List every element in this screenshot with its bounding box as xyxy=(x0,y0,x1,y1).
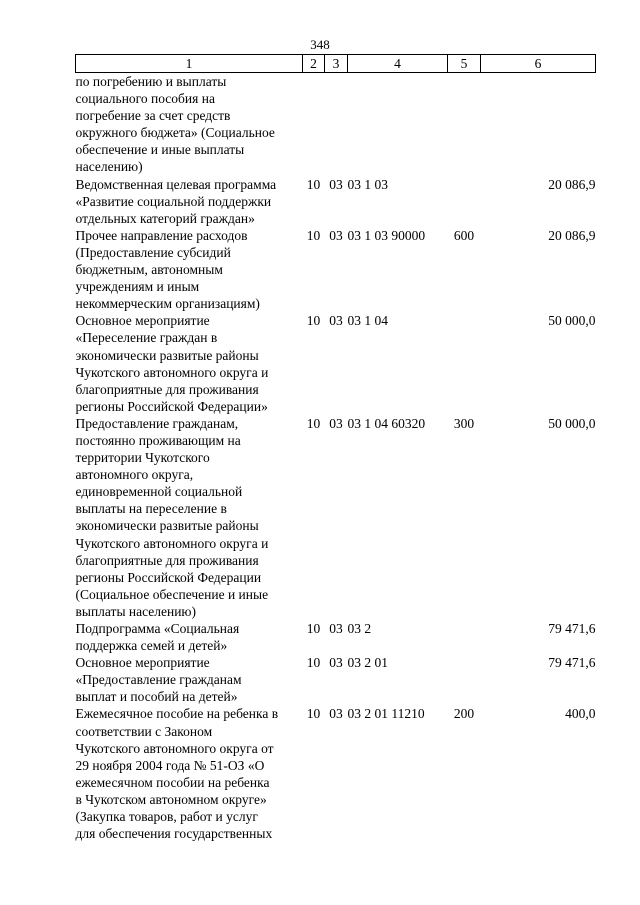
description-line: (Социальное обеспечение и иные xyxy=(75,586,269,602)
table-row xyxy=(76,705,596,842)
subsection-code: 03 xyxy=(329,415,343,431)
description-line: окружного бюджета» (Социальное xyxy=(75,125,275,141)
description-line: Основное мероприятие xyxy=(75,655,210,671)
description-line: бюджетным, автономным xyxy=(75,262,223,278)
description-line: соответствии с Законом xyxy=(75,723,213,739)
description-line: Предоставление гражданам, xyxy=(75,415,239,431)
description-line: выплаты населению) xyxy=(75,603,197,619)
target-item-code: 03 1 03 xyxy=(347,176,388,192)
target-item-code: 03 1 04 60320 xyxy=(347,415,426,431)
description-line: некоммерческим организациям) xyxy=(75,296,260,312)
description-line: Ежемесячное пособие на ребенка в xyxy=(75,706,279,722)
description-line: Основное мероприятие xyxy=(75,313,210,329)
section-code: 10 xyxy=(306,176,321,192)
expense-type-code xyxy=(448,176,481,227)
column-header-5: 5 xyxy=(448,55,481,73)
row-description xyxy=(76,620,303,654)
expense-type-code: 200 xyxy=(453,706,475,722)
expense-type-code: 300 xyxy=(453,415,475,431)
amount-value: 50 000,0 xyxy=(548,415,596,431)
description-line: автономного округа, xyxy=(75,467,194,483)
description-line: благоприятные для проживания xyxy=(75,381,259,397)
table-row xyxy=(76,312,596,415)
column-header-2: 2 xyxy=(303,55,325,73)
amount-value: 20 086,9 xyxy=(548,227,596,243)
description-line: выплат и пособий на детей» xyxy=(75,689,238,705)
description-line: по погребению и выплаты xyxy=(75,74,227,89)
description-line: Чукотского автономного округа и xyxy=(75,364,269,380)
target-item-code: 03 2 01 xyxy=(347,655,388,671)
section-code: 10 xyxy=(306,655,321,671)
amount-value: 79 471,6 xyxy=(548,621,596,636)
amount-value: 50 000,0 xyxy=(548,313,596,329)
row-description xyxy=(76,312,303,415)
amount-value: 400,0 xyxy=(565,706,596,722)
section-code: 10 xyxy=(306,706,321,722)
table-row xyxy=(76,73,596,176)
description-line: для обеспечения государственных xyxy=(75,826,273,842)
description-line: единовременной социальной xyxy=(75,484,243,500)
description-line: (Закупка товаров, работ и услуг xyxy=(75,809,258,825)
subsection-code: 03 xyxy=(329,313,343,329)
subsection-code: 03 xyxy=(329,227,343,243)
description-line: отдельных категорий граждан» xyxy=(75,210,255,226)
row-description xyxy=(76,705,303,842)
description-line: Чукотского автономного округа от xyxy=(75,740,274,756)
table-body xyxy=(76,73,596,843)
description-line: 29 ноября 2004 года № 51-ОЗ «О xyxy=(75,757,265,773)
description-line: «Развитие социальной поддержки xyxy=(75,193,272,209)
subsection-code: 03 xyxy=(329,706,343,722)
column-header-3: 3 xyxy=(325,55,348,73)
row-description xyxy=(76,654,303,705)
subsection-code xyxy=(325,73,348,176)
table-row xyxy=(76,415,596,620)
expense-type-code xyxy=(448,654,481,705)
description-line: «Переселение граждан в xyxy=(75,330,218,346)
description-line: территории Чукотского xyxy=(75,450,210,466)
target-item-code: 03 1 03 90000 xyxy=(347,227,426,243)
table-row xyxy=(76,176,596,227)
section-code: 10 xyxy=(306,415,321,431)
description-line: регионы Российской Федерации» xyxy=(75,398,268,414)
budget-table xyxy=(75,54,596,842)
description-line: погребение за счет средств xyxy=(75,108,231,124)
section-code: 10 xyxy=(306,313,321,329)
description-line: поддержка семей и детей» xyxy=(75,638,228,654)
description-line: населению) xyxy=(75,159,143,175)
description-line: Подпрограмма «Социальная xyxy=(75,621,240,636)
subsection-code: 03 xyxy=(329,176,343,192)
target-item-code: 03 1 04 xyxy=(347,313,388,329)
expense-type-code xyxy=(448,620,481,654)
amount-value: 20 086,9 xyxy=(548,176,596,192)
description-line: «Предоставление гражданам xyxy=(75,672,242,688)
description-line: Ведомственная целевая программа xyxy=(75,176,277,192)
column-header-1: 1 xyxy=(76,55,303,73)
table-row xyxy=(76,654,596,705)
description-line: ежемесячном пособии на ребенка xyxy=(75,774,270,790)
description-line: регионы Российской Федерации xyxy=(75,569,262,585)
table-header-row xyxy=(76,55,596,73)
expense-type-code xyxy=(448,73,481,176)
page-number: 348 xyxy=(310,37,330,52)
description-line: экономически развитые районы xyxy=(75,347,259,363)
description-line: Прочее направление расходов xyxy=(75,227,248,243)
row-description xyxy=(76,73,303,176)
column-header-6: 6 xyxy=(481,55,596,73)
row-description xyxy=(76,176,303,227)
section-code: 10 xyxy=(306,621,321,636)
description-line: Чукотского автономного округа и xyxy=(75,535,269,551)
target-item-code: 03 2 xyxy=(347,621,372,636)
section-code: 10 xyxy=(306,227,321,243)
description-line: (Предоставление субсидий xyxy=(75,244,231,260)
target-item-code xyxy=(348,73,448,176)
description-line: в Чукотском автономном округе» xyxy=(75,791,267,807)
subsection-code: 03 xyxy=(329,621,343,636)
description-line: благоприятные для проживания xyxy=(75,552,259,568)
description-line: постоянно проживающим на xyxy=(75,432,241,448)
expense-type-code xyxy=(448,312,481,415)
expense-type-code: 600 xyxy=(453,227,475,243)
description-line: выплаты на переселение в xyxy=(75,501,227,517)
description-line: обеспечение и иные выплаты xyxy=(75,142,245,158)
description-line: экономически развитые районы xyxy=(75,518,259,534)
target-item-code: 03 2 01 11210 xyxy=(347,706,425,722)
table-row xyxy=(76,620,596,654)
amount-value: 79 471,6 xyxy=(548,655,596,671)
table-row xyxy=(76,227,596,312)
row-description xyxy=(76,227,303,312)
amount-value xyxy=(481,73,596,176)
column-header-4: 4 xyxy=(348,55,448,73)
subsection-code: 03 xyxy=(329,655,343,671)
description-line: социального пособия на xyxy=(75,91,215,107)
description-line: учреждениям и иным xyxy=(75,279,200,295)
section-code xyxy=(303,73,325,176)
row-description xyxy=(76,415,303,620)
